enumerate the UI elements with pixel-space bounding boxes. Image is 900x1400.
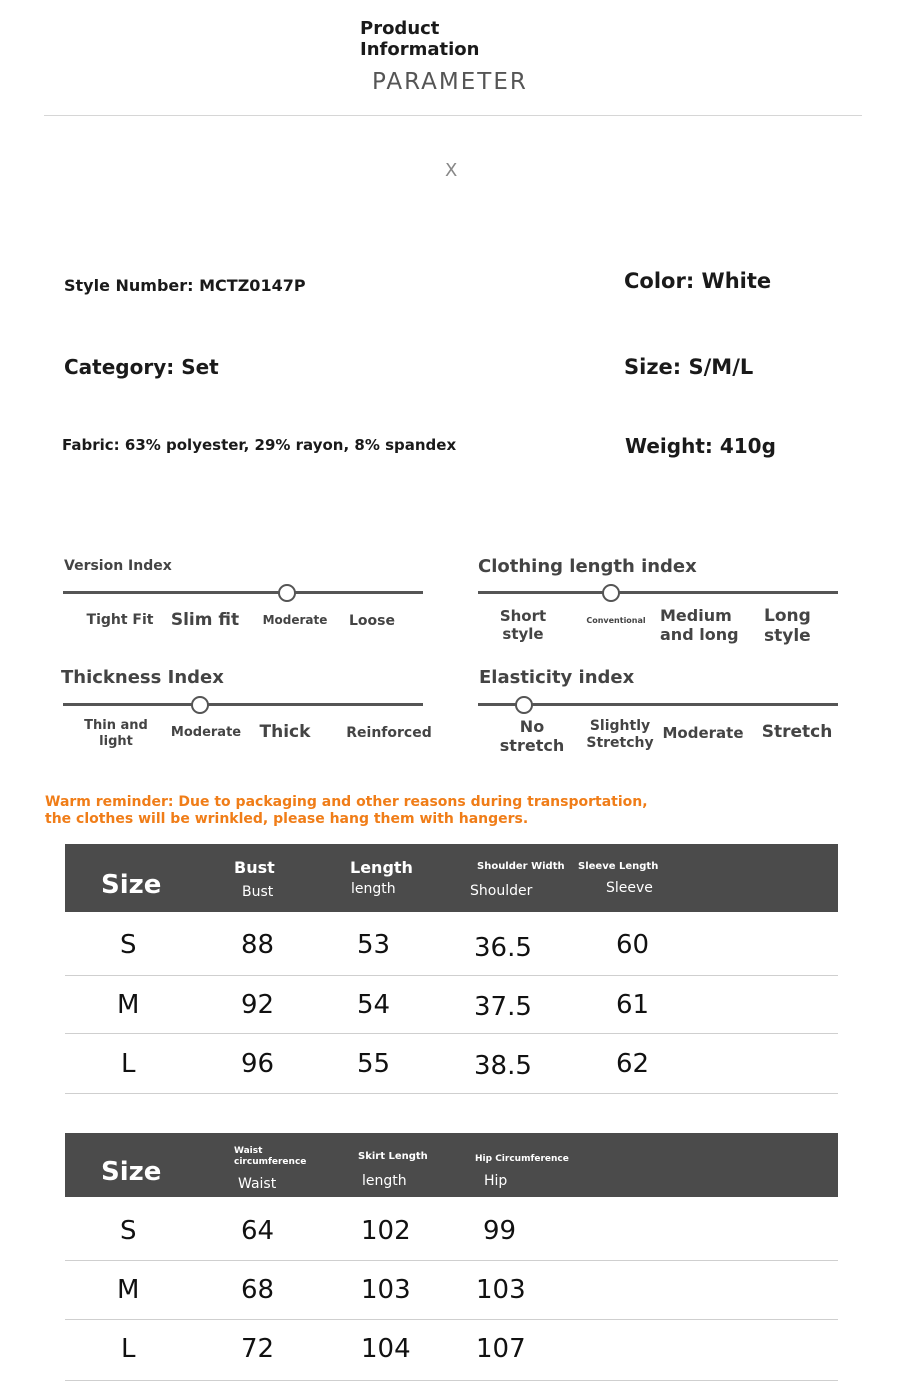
version-index-track [63,591,423,594]
thickness-label-thick: Thick [259,722,311,742]
skirt-length-subheader: length [362,1173,407,1189]
length-subheader: length [351,881,396,897]
length-cell: 53 [357,930,391,960]
size-cell: M [117,990,140,1020]
version-index-title: Version Index [64,558,172,574]
length-cell: 55 [357,1049,391,1079]
sleeve-header: Sleeve Length [578,861,659,872]
fabric-info: Fabric: 63% polyester, 29% rayon, 8% spandex [62,436,457,454]
elasticity-label-none: No stretch [499,717,565,756]
version-label-slim: Slim fit [170,610,240,630]
bust-cell: 96 [241,1049,275,1079]
skirt-length-cell: 102 [361,1216,411,1246]
shoulder-subheader: Shoulder [470,883,533,899]
size-cell: L [121,1049,136,1079]
hip-cell: 103 [476,1275,526,1305]
length-label-long: Long style [764,606,811,647]
elasticity-index-title: Elasticity index [479,667,635,688]
x-mark: X [445,160,458,181]
waist-cell: 72 [241,1334,275,1364]
table-row [65,976,838,1033]
shoulder-cell: 38.5 [474,1051,532,1081]
color-info: Color: White [624,269,772,293]
thickness-label-reinforced: Reinforced [346,725,432,741]
skirt-length-header: Skirt Length [358,1151,428,1162]
thickness-label-moderate: Moderate [170,725,242,740]
bust-cell: 92 [241,990,275,1020]
hip-cell: 107 [476,1334,526,1364]
waist-subheader: Waist [238,1176,277,1192]
size-cell: M [117,1275,140,1305]
row-divider [65,1093,838,1094]
shoulder-cell: 37.5 [474,992,532,1022]
thickness-index-title: Thickness Index [61,667,224,688]
category-info: Category: Set [64,355,219,379]
hip-subheader: Hip [484,1173,508,1189]
top-size-table-header [65,844,838,912]
sleeve-cell: 60 [616,930,650,960]
elasticity-label-stretch: Stretch [761,722,833,742]
shoulder-header: Shoulder Width [477,861,565,872]
elasticity-index-marker [515,696,533,714]
bust-subheader: Bust [242,884,274,900]
length-index-title: Clothing length index [478,556,697,577]
table-row [65,912,838,975]
version-label-loose: Loose [349,613,395,629]
waist-cell: 68 [241,1275,275,1305]
version-label-moderate: Moderate [262,613,328,627]
thickness-index-track [63,703,423,706]
waist-cell: 64 [241,1216,275,1246]
size-column-header: Size [101,870,162,900]
length-label-conventional: Conventional [586,616,646,625]
weight-info: Weight: 410g [625,434,776,458]
size-info: Size: S/M/L [624,355,754,379]
size-cell: L [121,1334,136,1364]
bottom-size-table-header [65,1133,838,1197]
page-subtitle: PARAMETER [372,69,528,95]
table-row [65,1034,838,1093]
table-row [65,1261,838,1319]
thickness-index-marker [191,696,209,714]
skirt-length-cell: 104 [361,1334,411,1364]
length-index-marker [602,584,620,602]
waist-header: Waist circumference [234,1146,307,1167]
table-row [65,1197,838,1260]
warm-reminder: Warm reminder: Due to packaging and other reasons during transportation, the clothes will be wrinkled, please hang them with hangers. [45,794,648,827]
skirt-length-cell: 103 [361,1275,411,1305]
sleeve-cell: 61 [616,990,650,1020]
hip-cell: 99 [483,1216,517,1246]
version-label-tight: Tight Fit [86,612,154,628]
table-row [65,1320,838,1380]
thickness-label-thin: Thin and light [84,718,148,749]
hip-header: Hip Circumference [475,1154,569,1164]
size-cell: S [120,1216,137,1246]
length-index-track [478,591,838,594]
size-cell: S [120,930,137,960]
sleeve-cell: 62 [616,1049,650,1079]
length-label-short: Short style [499,607,547,643]
shoulder-cell: 36.5 [474,933,532,963]
length-cell: 54 [357,990,391,1020]
length-header: Length [350,858,413,877]
elasticity-label-slight: Slightly Stretchy [586,718,654,751]
style-number: Style Number: MCTZ0147P [64,276,306,295]
elasticity-label-moderate: Moderate [662,724,744,742]
bust-header: Bust [234,858,275,877]
page-title: Product Information [360,18,480,60]
size-column-header: Size [101,1157,162,1187]
header-divider [44,115,862,116]
sleeve-subheader: Sleeve [606,880,653,896]
version-index-marker [278,584,296,602]
row-divider [65,1380,838,1381]
bust-cell: 88 [241,930,275,960]
length-label-medium-long: Medium and long [660,606,739,645]
